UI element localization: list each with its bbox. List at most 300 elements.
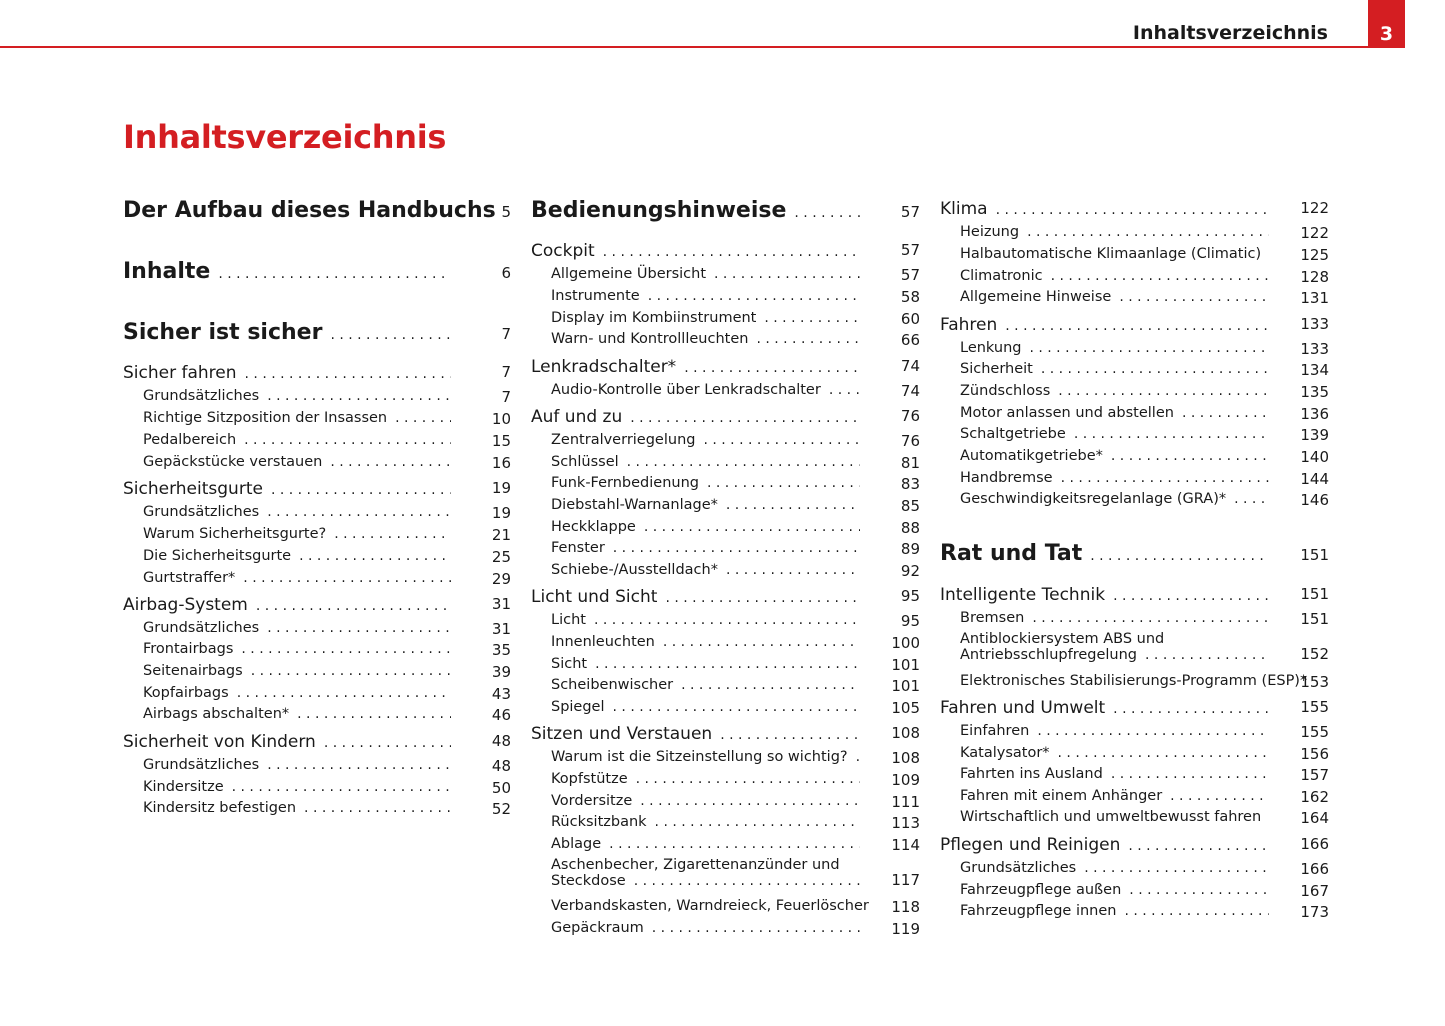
toc-entry-title-cont: Antriebsschlupfregelung	[960, 647, 1138, 663]
toc-page-number: 7	[501, 363, 511, 381]
header-title: Inhaltsverzeichnis	[1132, 22, 1328, 44]
toc-page-number: 173	[1300, 903, 1329, 921]
dot-leader	[324, 735, 451, 751]
toc-page-number: 155	[1300, 723, 1329, 741]
toc-entry-title: Automatikgetriebe*	[960, 448, 1103, 464]
toc-entry-title: Funk-Fernbedienung	[551, 475, 699, 491]
toc-entry-title: Airbags abschalten*	[143, 706, 290, 722]
toc-page-number: 162	[1300, 788, 1329, 806]
dot-leader	[218, 266, 451, 282]
dot-leader	[1037, 723, 1269, 739]
toc-entry-title: Richtige Sitzposition der Insassen	[143, 410, 388, 426]
toc-entry-title: Fahrzeugpflege außen	[960, 882, 1122, 898]
dot-leader	[1113, 701, 1269, 717]
dot-leader	[636, 771, 860, 787]
toc-page-number: 135	[1300, 383, 1329, 401]
toc-item[interactable]	[531, 475, 920, 491]
toc-page-number: 88	[900, 519, 920, 537]
toc-page-number: 139	[1300, 426, 1329, 444]
dot-leader	[299, 548, 451, 564]
dot-leader	[1090, 548, 1269, 564]
toc-item[interactable]	[531, 497, 920, 513]
toc-page-number: 108	[891, 749, 920, 767]
dot-leader	[330, 327, 451, 343]
toc-entry-title: Sicher ist sicher	[123, 320, 323, 345]
dot-leader	[764, 310, 860, 326]
toc-entry-title: Heizung	[960, 224, 1020, 240]
dot-leader	[665, 590, 860, 606]
toc-entry-title: Display im Kombiinstrument	[551, 310, 757, 326]
toc-chapter[interactable]	[940, 541, 1329, 566]
toc-item[interactable]	[123, 757, 511, 773]
toc-page-number: 43	[491, 685, 511, 703]
toc-section[interactable]	[940, 199, 1329, 219]
toc-section[interactable]	[123, 595, 511, 615]
toc-item[interactable]	[940, 745, 1329, 761]
toc-entry-title: Halbautomatische Klimaanlage (Climatic)	[960, 246, 1262, 262]
toc-section[interactable]	[123, 732, 511, 752]
toc-page-number: 46	[491, 706, 511, 724]
toc-item[interactable]	[940, 631, 1329, 663]
toc-page-number: 50	[491, 779, 511, 797]
toc-column-3	[940, 0, 1329, 1026]
toc-item[interactable]	[940, 882, 1329, 898]
toc-page-number: 114	[891, 836, 920, 854]
dot-leader	[594, 612, 860, 628]
toc-chapter[interactable]	[123, 259, 511, 284]
dot-leader	[1128, 838, 1269, 854]
toc-section[interactable]	[531, 407, 920, 427]
toc-entry-title: Lenkung	[960, 340, 1022, 356]
toc-item[interactable]	[123, 779, 511, 795]
dot-leader	[245, 366, 451, 382]
toc-page-number: 19	[491, 504, 511, 522]
toc-page-number: 29	[491, 570, 511, 588]
toc-entry-title: Warum ist die Sitzeinstellung so wichtig?	[551, 749, 848, 765]
toc-entry-title: Sicht	[551, 656, 588, 672]
toc-entry-title: Sicherheitsgurte	[123, 479, 263, 499]
toc-item[interactable]	[531, 699, 920, 715]
toc-chapter[interactable]	[531, 198, 920, 223]
toc-item[interactable]	[531, 266, 920, 282]
toc-page-number: 128	[1300, 268, 1329, 286]
toc-page-number: 83	[900, 475, 920, 493]
toc-item[interactable]	[123, 641, 511, 657]
dot-leader	[630, 410, 860, 426]
toc-item[interactable]	[123, 432, 511, 448]
dot-leader	[655, 814, 860, 830]
dot-leader	[1111, 448, 1269, 464]
toc-entry-title: Verbandskasten, Warndreieck, Feuerlöscher	[551, 898, 869, 914]
toc-page-number: 153	[1300, 673, 1329, 691]
dot-leader	[251, 663, 451, 679]
dot-leader	[241, 641, 451, 657]
toc-section[interactable]	[940, 698, 1329, 718]
dot-leader	[1058, 383, 1269, 399]
dot-leader	[613, 540, 860, 556]
toc-page-number: 140	[1300, 448, 1329, 466]
dot-leader	[644, 519, 860, 535]
toc-entry-title: Wirtschaftlich und umweltbewusst fahren	[960, 809, 1262, 825]
toc-page-number: 151	[1300, 610, 1329, 628]
toc-entry-title: Sicherheit	[960, 361, 1033, 377]
toc-page-number: 119	[891, 920, 920, 938]
page-number-badge: 3	[1368, 0, 1405, 48]
toc-entry-title: Climatronic	[960, 268, 1043, 284]
dot-leader	[829, 382, 860, 398]
toc-page-number: 152	[1300, 645, 1329, 663]
toc-page-number: 164	[1300, 809, 1329, 827]
toc-page-number: 101	[891, 677, 920, 695]
toc-item[interactable]	[531, 519, 920, 535]
toc-entry-title-cont: Steckdose	[551, 873, 626, 889]
dot-leader	[726, 497, 860, 513]
toc-item[interactable]	[123, 570, 511, 586]
toc-page-number: 66	[900, 331, 920, 349]
toc-entry-title: Gepäckraum	[551, 920, 644, 936]
toc-entry-title: Kopfairbags	[143, 685, 229, 701]
toc-entry-title: Grundsätzliches	[960, 860, 1077, 876]
dot-leader	[640, 793, 860, 809]
toc-entry-title: Fahrten ins Ausland	[960, 766, 1103, 782]
dot-leader	[681, 677, 860, 693]
toc-entry-title: Antiblockiersystem ABS und	[960, 631, 1165, 647]
dot-leader	[1032, 610, 1269, 626]
toc-page-number: 16	[491, 454, 511, 472]
toc-entry-title: Sicher fahren	[123, 363, 237, 383]
toc-entry-title: Einfahren	[960, 723, 1030, 739]
toc-page-number: 100	[891, 634, 920, 652]
toc-page-number: 125	[1300, 246, 1329, 264]
toc-item[interactable]	[531, 793, 920, 809]
toc-item[interactable]	[123, 663, 511, 679]
toc-page-number: 48	[491, 732, 511, 750]
dot-leader	[330, 454, 451, 470]
toc-page-number: 7	[501, 325, 511, 343]
toc-entry-title: Fahrzeugpflege innen	[960, 903, 1117, 919]
toc-section[interactable]	[123, 363, 511, 383]
toc-entry-title: Allgemeine Übersicht	[551, 266, 707, 282]
toc-page-number: 57	[900, 266, 920, 284]
toc-item[interactable]	[123, 526, 511, 542]
toc-entry-title: Kindersitze	[143, 779, 224, 795]
dot-leader	[1113, 588, 1269, 604]
dot-leader	[856, 749, 860, 765]
dot-leader	[267, 620, 451, 636]
toc-page-number: 131	[1300, 289, 1329, 307]
dot-leader	[595, 656, 860, 672]
dot-leader	[609, 836, 860, 852]
toc-item[interactable]	[940, 491, 1329, 507]
toc-entry-title: Fahren und Umwelt	[940, 698, 1106, 718]
toc-page-number: 81	[900, 454, 920, 472]
toc-item[interactable]	[531, 634, 920, 650]
toc-item[interactable]	[940, 860, 1329, 876]
toc-entry-title: Kindersitz befestigen	[143, 800, 297, 816]
toc-entry-title: Frontairbags	[143, 641, 234, 657]
toc-entry-title: Pflegen und Reinigen	[940, 835, 1121, 855]
toc-page-number: 122	[1300, 199, 1329, 217]
toc-item[interactable]	[531, 771, 920, 787]
dot-leader	[304, 800, 451, 816]
toc-page-number: 31	[491, 620, 511, 638]
toc-item[interactable]	[531, 331, 920, 347]
toc-entry-title: Allgemeine Hinweise	[960, 289, 1112, 305]
toc-item[interactable]	[531, 288, 920, 304]
dot-leader	[684, 360, 860, 376]
toc-entry-title: Airbag-System	[123, 595, 248, 615]
toc-item[interactable]	[940, 610, 1329, 626]
toc-entry-title: Die Sicherheitsgurte	[143, 548, 292, 564]
toc-item[interactable]	[123, 388, 511, 404]
toc-item[interactable]	[940, 673, 1329, 689]
toc-item[interactable]	[531, 382, 920, 398]
toc-entry-title: Audio-Kontrolle über Lenkradschalter	[551, 382, 821, 398]
toc-chapter[interactable]	[123, 198, 511, 223]
toc-page-number: 118	[891, 898, 920, 916]
toc-page-number: 74	[900, 382, 920, 400]
toc-page-number: 25	[491, 548, 511, 566]
toc-page-number: 39	[491, 663, 511, 681]
toc-entry-title: Seitenairbags	[143, 663, 243, 679]
toc-page-number: 105	[891, 699, 920, 717]
toc-section[interactable]	[940, 835, 1329, 855]
toc-entry-title: Bremsen	[960, 610, 1025, 626]
toc-page-number: 166	[1300, 835, 1329, 853]
toc-entry-title: Sicherheit von Kindern	[123, 732, 316, 752]
dot-leader	[1234, 491, 1269, 507]
toc-page-number: 89	[900, 540, 920, 558]
dot-leader	[1182, 405, 1269, 421]
dot-leader	[703, 432, 860, 448]
toc-entry-title: Auf und zu	[531, 407, 623, 427]
dot-leader	[648, 288, 860, 304]
toc-page-number: 60	[900, 310, 920, 328]
toc-item[interactable]	[123, 800, 511, 816]
toc-entry-title: Licht und Sicht	[531, 587, 658, 607]
toc-item[interactable]	[940, 340, 1329, 356]
toc-page-number: 166	[1300, 860, 1329, 878]
toc-item[interactable]	[123, 454, 511, 470]
toc-entry-title: Der Aufbau dieses Handbuchs	[123, 198, 496, 223]
toc-item[interactable]	[531, 540, 920, 556]
dot-leader	[720, 727, 860, 743]
dot-leader	[996, 202, 1269, 218]
dot-leader	[1029, 340, 1269, 356]
toc-entry-title: Innenleuchten	[551, 634, 655, 650]
toc-page-number: 57	[900, 203, 920, 221]
toc-chapter[interactable]	[123, 320, 511, 345]
toc-item[interactable]	[940, 426, 1329, 442]
dot-leader	[1084, 860, 1269, 876]
toc-page-number: 15	[491, 432, 511, 450]
toc-item[interactable]	[531, 898, 920, 914]
toc-entry-title: Fahren mit einem Anhänger	[960, 788, 1163, 804]
toc-entry-title: Grundsätzliches	[143, 388, 260, 404]
dot-leader	[243, 570, 451, 586]
toc-page-number: 7	[501, 388, 511, 406]
dot-leader	[1119, 289, 1269, 305]
toc-page-number: 156	[1300, 745, 1329, 763]
dot-leader	[707, 475, 860, 491]
toc-entry-title: Gepäckstücke verstauen	[143, 454, 323, 470]
toc-entry-title: Grundsätzliches	[143, 757, 260, 773]
toc-entry-title: Warum Sicherheitsgurte?	[143, 526, 327, 542]
toc-entry-title: Grundsätzliches	[143, 620, 260, 636]
dot-leader	[1061, 470, 1269, 486]
toc-page-number: 58	[900, 288, 920, 306]
dot-leader	[1145, 647, 1269, 663]
toc-item[interactable]	[123, 504, 511, 520]
dot-leader	[237, 685, 451, 701]
toc-item[interactable]	[531, 454, 920, 470]
toc-entry-title: Fenster	[551, 540, 605, 556]
toc-page-number: 21	[491, 526, 511, 544]
toc-item[interactable]	[531, 920, 920, 936]
toc-item[interactable]	[531, 432, 920, 448]
toc-item[interactable]	[123, 620, 511, 636]
toc-item[interactable]	[940, 470, 1329, 486]
toc-entry-title: Heckklappe	[551, 519, 636, 535]
toc-item[interactable]	[940, 361, 1329, 377]
toc-entry-title: Schlüssel	[551, 454, 619, 470]
dot-leader	[334, 526, 451, 542]
toc-item[interactable]	[940, 268, 1329, 284]
toc-item[interactable]	[531, 677, 920, 693]
toc-item[interactable]	[123, 685, 511, 701]
toc-page-number: 74	[900, 357, 920, 375]
toc-item[interactable]	[531, 612, 920, 628]
toc-section[interactable]	[531, 241, 920, 261]
toc-page-number: 57	[900, 241, 920, 259]
dot-leader	[663, 634, 860, 650]
toc-item[interactable]	[940, 246, 1329, 262]
toc-page-number: 31	[491, 595, 511, 613]
dot-leader	[1170, 788, 1269, 804]
toc-page-number: 85	[900, 497, 920, 515]
toc-page-number: 92	[900, 562, 920, 580]
toc-entry-title: Gurtstraffer*	[143, 570, 236, 586]
toc-page-number: 35	[491, 641, 511, 659]
toc-page-number: 122	[1300, 224, 1329, 242]
toc-section[interactable]	[940, 585, 1329, 605]
toc-item[interactable]	[940, 903, 1329, 919]
toc-entry-title: Handbremse	[960, 470, 1053, 486]
toc-item[interactable]	[123, 410, 511, 426]
toc-entry-title: Pedalbereich	[143, 432, 237, 448]
dot-leader	[603, 244, 860, 260]
toc-section[interactable]	[940, 315, 1329, 335]
toc-page-number: 95	[900, 612, 920, 630]
toc-page-number: 111	[891, 793, 920, 811]
toc-entry-title: Aschenbecher, Zigarettenanzünder und	[551, 857, 840, 873]
toc-page-number: 157	[1300, 766, 1329, 784]
toc-item[interactable]	[531, 656, 920, 672]
toc-section[interactable]	[123, 479, 511, 499]
toc-entry-title: Licht	[551, 612, 586, 628]
toc-page-number: 133	[1300, 340, 1329, 358]
toc-item[interactable]	[940, 383, 1329, 399]
toc-entry-title: Bedienungshinweise	[531, 198, 787, 223]
toc-entry-title: Schiebe-/Ausstelldach*	[551, 562, 718, 578]
dot-leader	[794, 205, 860, 221]
toc-item[interactable]	[940, 405, 1329, 421]
toc-page-number: 101	[891, 656, 920, 674]
toc-item[interactable]	[531, 836, 920, 852]
dot-leader	[395, 410, 451, 426]
toc-item[interactable]	[940, 224, 1329, 240]
toc-page-number: 108	[891, 724, 920, 742]
dot-leader	[714, 266, 860, 282]
toc-entry-title: Elektronisches Stabilisierungs-Programm (ESP)*	[960, 673, 1308, 689]
toc-item[interactable]	[531, 749, 920, 765]
dot-leader	[267, 388, 451, 404]
toc-page-number: 109	[891, 771, 920, 789]
toc-entry-title: Vordersitze	[551, 793, 633, 809]
dot-leader	[613, 699, 860, 715]
toc-entry-title: Instrumente	[551, 288, 640, 304]
dot-leader	[256, 598, 451, 614]
toc-item[interactable]	[940, 723, 1329, 739]
dot-leader	[232, 779, 451, 795]
toc-column-2	[531, 0, 920, 1026]
toc-section[interactable]	[531, 587, 920, 607]
toc-entry-title: Ablage	[551, 836, 602, 852]
toc-page-number: 10	[491, 410, 511, 428]
toc-entry-title: Zündschloss	[960, 383, 1051, 399]
toc-page-number: 117	[891, 871, 920, 889]
toc-entry-title: Fahren	[940, 315, 998, 335]
toc-page-number: 155	[1300, 698, 1329, 716]
toc-page-number: 48	[491, 757, 511, 775]
toc-item[interactable]	[940, 788, 1329, 804]
toc-page-number: 167	[1300, 882, 1329, 900]
dot-leader	[271, 482, 451, 498]
toc-page-number: 151	[1300, 585, 1329, 603]
toc-page-number: 6	[501, 264, 511, 282]
toc-entry-title: Schaltgetriebe	[960, 426, 1066, 442]
toc-item[interactable]	[940, 289, 1329, 305]
dot-leader	[1124, 903, 1269, 919]
toc-entry-title: Kopfstütze	[551, 771, 628, 787]
toc-item[interactable]	[123, 706, 511, 722]
dot-leader	[244, 432, 451, 448]
toc-entry-title: Rat und Tat	[940, 541, 1083, 566]
toc-page-number: 5	[501, 203, 511, 221]
toc-item[interactable]	[531, 857, 920, 889]
toc-item[interactable]	[531, 562, 920, 578]
toc-item[interactable]	[123, 548, 511, 564]
toc-item[interactable]	[531, 310, 920, 326]
dot-leader	[1005, 318, 1269, 334]
toc-page-number: 52	[491, 800, 511, 818]
dot-leader	[726, 562, 860, 578]
toc-section[interactable]	[531, 724, 920, 744]
dot-leader	[634, 873, 860, 889]
toc-item[interactable]	[940, 809, 1329, 825]
toc-entry-title: Scheibenwischer	[551, 677, 674, 693]
dot-leader	[627, 454, 860, 470]
toc-item[interactable]	[940, 766, 1329, 782]
toc-item[interactable]	[940, 448, 1329, 464]
dot-leader	[1074, 426, 1269, 442]
toc-page-number: 151	[1300, 546, 1329, 564]
toc-section[interactable]	[531, 357, 920, 377]
toc-page-number: 95	[900, 587, 920, 605]
toc-entry-title: Motor anlassen und abstellen	[960, 405, 1174, 421]
toc-entry-title: Inhalte	[123, 259, 211, 284]
toc-item[interactable]	[531, 814, 920, 830]
